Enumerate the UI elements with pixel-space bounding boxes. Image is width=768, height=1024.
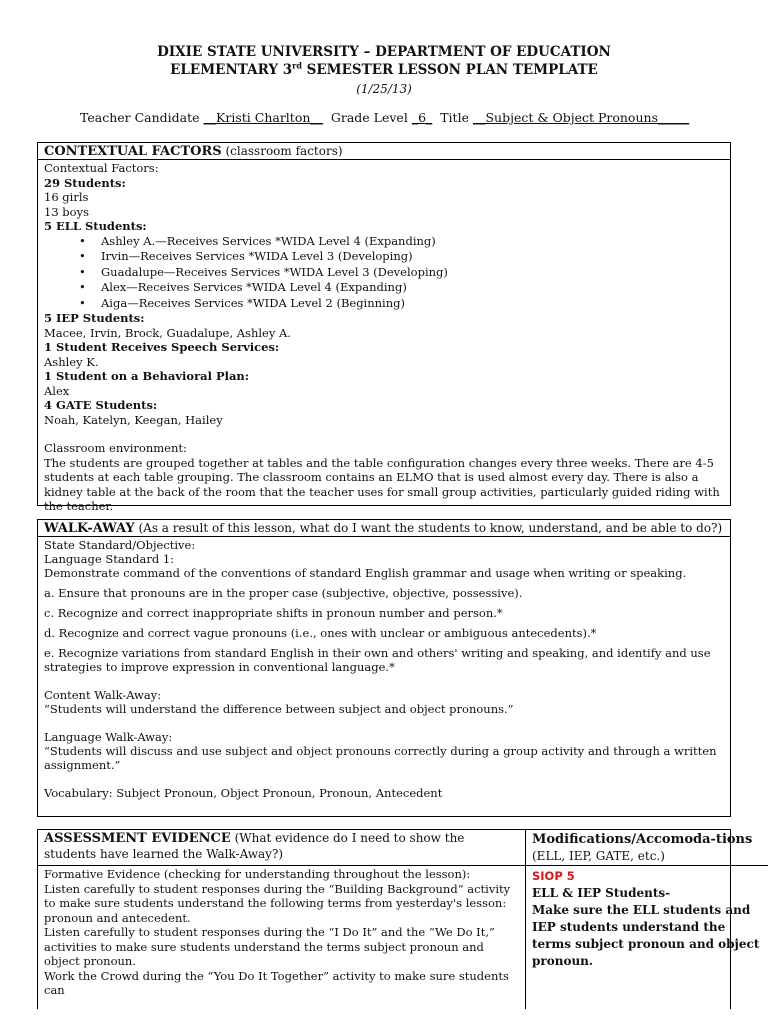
assessment-paragraph-3: Work the Crowd during the “You Do It Together” activity to make sure students can bbox=[44, 968, 509, 997]
language-walkaway-text: “Students will discuss and use subject and object pronouns correctly during a group activity and through a written assignment.” bbox=[44, 744, 717, 772]
list-item: • Irvin—Receives Services *WIDA Level 3 (Developing) bbox=[101, 249, 724, 265]
content-walkaway-text: “Students will understand the difference between subject and object pronouns.” bbox=[44, 702, 514, 716]
contextual-factors-heading: CONTEXTUAL FACTORS (classroom factors) bbox=[38, 143, 730, 160]
siop-label: SIOP 5 bbox=[532, 869, 575, 883]
state-standard-label: State Standard/Objective: bbox=[44, 538, 196, 552]
modifications-heading: Modifications/Accomoda-tions (ELL, IEP, GATE, etc.) bbox=[526, 830, 768, 866]
standard-e: e. Recognize variations from standard English in their own and others' writing and speaking, and identify and use strategies to improve expression in conventional language.* bbox=[44, 646, 711, 674]
list-item: • Ashley A.—Receives Services *WIDA Level 4 (Expanding) bbox=[101, 234, 724, 250]
formative-label: Formative Evidence (checking for understanding throughout the lesson): bbox=[44, 867, 471, 881]
assessment-column bbox=[38, 830, 526, 1009]
language-walkaway-label: Language Walk-Away: bbox=[44, 730, 173, 744]
contextual-factors-box bbox=[37, 142, 731, 513]
ell-student-list bbox=[44, 234, 724, 312]
speech-names: Ashley K. bbox=[44, 354, 99, 369]
title-label: Title bbox=[440, 110, 469, 125]
grade-value: _6_ bbox=[411, 110, 433, 125]
environment-label: Classroom environment: bbox=[44, 441, 187, 455]
ell-label: 5 ELL Students: bbox=[44, 219, 147, 233]
modifications-column bbox=[526, 830, 768, 1009]
info-line bbox=[80, 111, 689, 126]
assessment-table bbox=[37, 829, 760, 1009]
gate-names: Noah, Katelyn, Keegan, Hailey bbox=[44, 412, 223, 427]
list-item: • Guadalupe—Receives Services *WIDA Level 3 (Developing) bbox=[101, 265, 724, 281]
environment-text: The students are grouped together at tables and the table configuration changes every three weeks. There are 4-5 students at each table grouping. The classroom contains an ELMO that is used almost every day. There is also a kidney table at the back of the room that the teacher uses for small group activities, particularly guided riding with the teacher. bbox=[44, 455, 720, 513]
behavior-label: 1 Student on a Behavioral Plan: bbox=[44, 369, 250, 383]
assessment-paragraph-2: Listen carefully to student responses during the “I Do It” and the “We Do It,” activities to make sure students understand the terms subject pronoun and object pronoun. bbox=[44, 925, 495, 968]
walk-away-heading: WALK-AWAY (As a result of this lesson, what do I want the students to know, understand, and be able to do?) bbox=[38, 520, 730, 537]
iep-label: 5 IEP Students: bbox=[44, 311, 145, 325]
content-walkaway-label: Content Walk-Away: bbox=[44, 688, 162, 702]
teacher-label: Teacher Candidate bbox=[80, 110, 200, 125]
standard-a: a. Ensure that pronouns are in the proper case (subjective, objective, possessive). bbox=[44, 586, 523, 600]
assessment-heading: ASSESSMENT EVIDENCE (What evidence do I need to show the students have learned the Walk-Away?) bbox=[38, 830, 525, 866]
list-item: • Alex—Receives Services *WIDA Level 4 (Expanding) bbox=[101, 280, 724, 296]
teacher-value: __Kristi Charlton__ bbox=[203, 110, 323, 125]
boys-count: 13 boys bbox=[44, 204, 89, 219]
list-item: • Aiga—Receives Services *WIDA Level 2 (Beginning) bbox=[101, 296, 724, 312]
standard-demonstrate: Demonstrate command of the conventions of standard English grammar and usage when writing or speaking. bbox=[44, 566, 687, 580]
speech-label: 1 Student Receives Speech Services: bbox=[44, 340, 280, 354]
header-template-title: ELEMENTARY 3rd SEMESTER LESSON PLAN TEMPLATE bbox=[170, 60, 598, 78]
title-value: __Subject & Object Pronouns_____ bbox=[472, 110, 690, 125]
header-university: DIXIE STATE UNIVERSITY – DEPARTMENT OF EDUCATION bbox=[157, 44, 611, 60]
ell-iep-text: Make sure the ELL students and IEP students understand the terms subject pronoun and object pronoun. bbox=[532, 903, 760, 968]
iep-names: Macee, Irvin, Brock, Guadalupe, Ashley A. bbox=[44, 325, 291, 340]
language-standard-label: Language Standard 1: bbox=[44, 552, 175, 566]
walk-away-box bbox=[37, 519, 731, 817]
gate-label: 4 GATE Students: bbox=[44, 398, 158, 412]
girls-count: 16 girls bbox=[44, 190, 89, 204]
grade-label: Grade Level bbox=[330, 110, 408, 125]
ell-iep-label: ELL & IEP Students- bbox=[532, 886, 671, 900]
header-date: (1/25/13) bbox=[356, 82, 412, 96]
behavior-names: Alex bbox=[44, 383, 70, 398]
assessment-paragraph-1: Listen carefully to student responses during the “Building Background” activity to make sure students understand the following terms from yesterday's lesson: pronoun and antecedent. bbox=[44, 881, 511, 925]
students-count-label: 29 Students: bbox=[44, 175, 126, 190]
standard-d: d. Recognize and correct vague pronouns (i.e., ones with unclear or ambiguous antecedents).* bbox=[44, 626, 597, 640]
contextual-intro: Contextual Factors: bbox=[44, 161, 159, 175]
standard-c: c. Recognize and correct inappropriate shifts in pronoun number and person.* bbox=[44, 606, 503, 620]
vocabulary-line: Vocabulary: Subject Pronoun, Object Pronoun, Pronoun, Antecedent bbox=[44, 786, 443, 800]
